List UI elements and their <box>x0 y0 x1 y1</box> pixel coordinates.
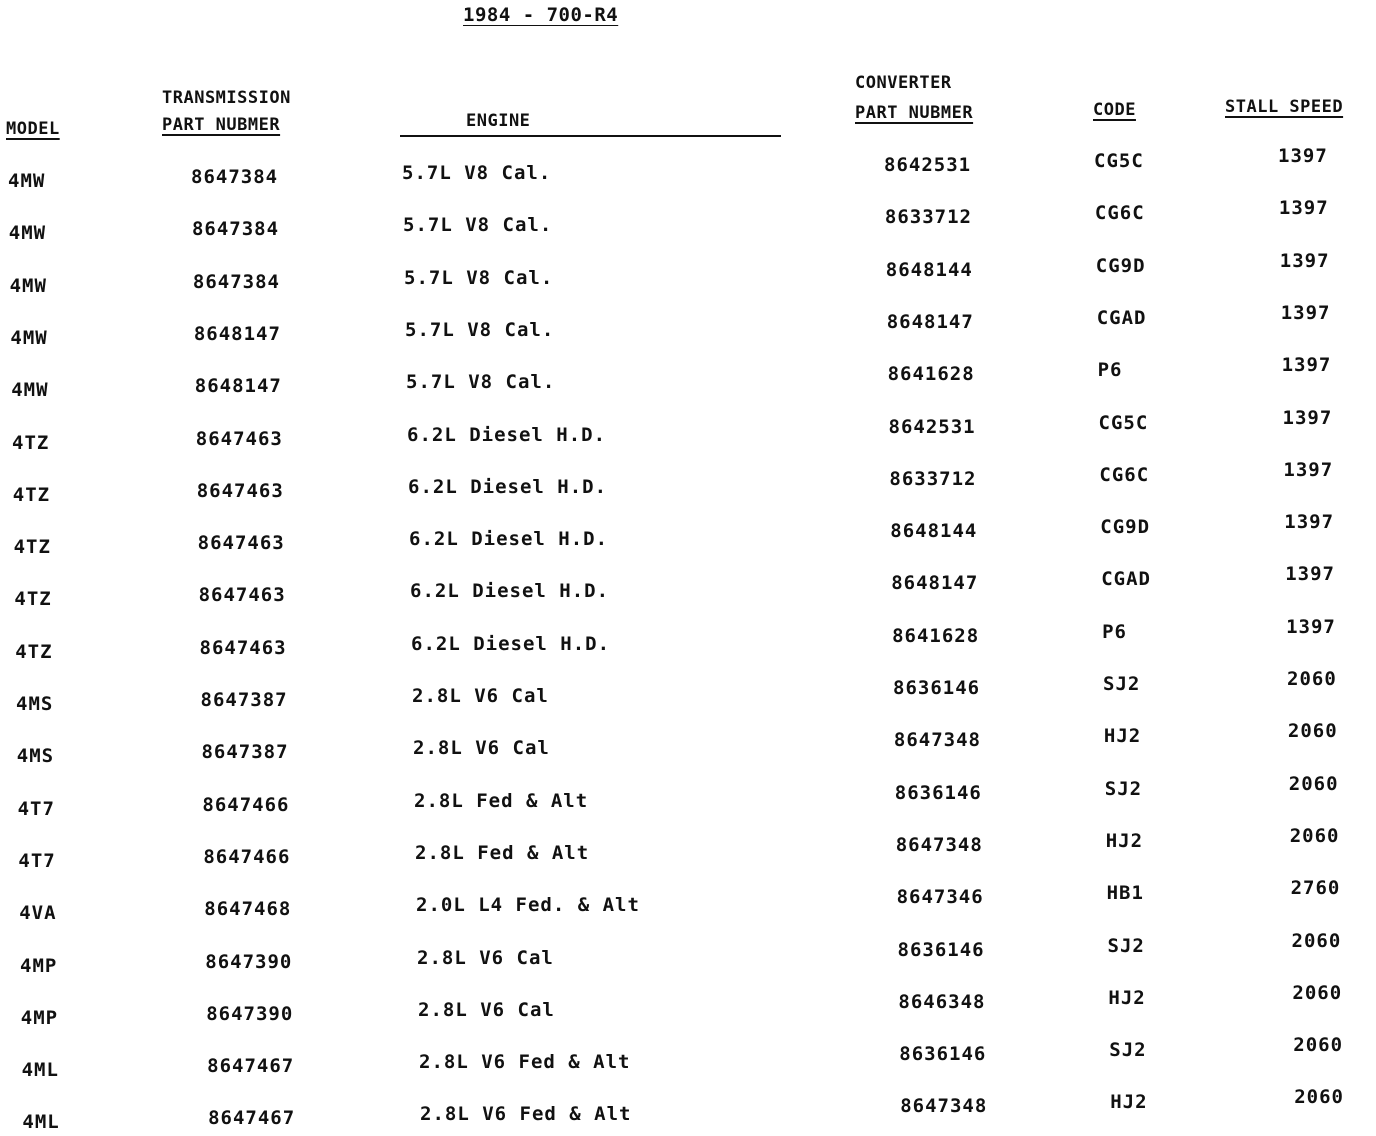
cell-code: HJ2 <box>1103 725 1142 748</box>
header-transmission-line2: PART NUBMER <box>162 115 281 135</box>
cell-transmission-part-number: 8647466 <box>203 845 291 868</box>
cell-engine: 2.8L V6 Cal <box>417 946 554 969</box>
cell-converter-part-number: 8641628 <box>892 624 980 647</box>
cell-code: CGAD <box>1101 568 1151 591</box>
cell-converter-part-number: 8633712 <box>889 467 977 490</box>
header-transmission <box>162 85 291 139</box>
cell-transmission-part-number: 8648147 <box>194 375 282 398</box>
cell-code: SJ2 <box>1109 1039 1147 1062</box>
cell-transmission-part-number: 8647390 <box>206 1002 294 1025</box>
cell-model: 4MW <box>8 222 47 245</box>
cell-converter-part-number: 8641628 <box>887 363 975 386</box>
cell-engine: 6.2L Diesel H.D. <box>407 423 607 446</box>
header-code: CODE <box>1093 100 1136 120</box>
cell-model: 4TZ <box>12 483 51 506</box>
cell-code: CG9D <box>1095 254 1146 277</box>
cell-code: HJ2 <box>1105 829 1144 852</box>
cell-engine: 5.7L V8 Cal. <box>405 318 555 341</box>
cell-engine: 5.7L V8 Cal. <box>404 266 554 289</box>
cell-engine: 2.8L Fed & Alt <box>415 841 590 864</box>
cell-model: 4MW <box>11 379 49 402</box>
cell-transmission-part-number: 8647463 <box>195 427 283 450</box>
cell-code: HJ2 <box>1108 986 1146 1009</box>
cell-transmission-part-number: 8647466 <box>202 793 290 816</box>
cell-engine: 5.7L V8 Cal. <box>406 371 556 394</box>
cell-stall-speed: 1397 <box>1283 458 1334 481</box>
header-engine-label: ENGINE <box>466 111 531 131</box>
cell-transmission-part-number: 8647384 <box>191 218 280 241</box>
cell-engine: 2.8L V6 Cal <box>413 737 550 760</box>
cell-stall-speed: 1397 <box>1278 145 1328 167</box>
cell-transmission-part-number: 8647387 <box>201 741 289 764</box>
cell-model: 4TZ <box>15 640 53 663</box>
cell-stall-speed: 2060 <box>1287 720 1338 743</box>
cell-converter-part-number: 8646348 <box>898 990 986 1013</box>
cell-engine: 6.2L Diesel H.D. <box>409 528 609 551</box>
cell-code: CG9D <box>1100 516 1151 539</box>
cell-code: HJ2 <box>1110 1091 1148 1114</box>
cell-engine: 5.7L V8 Cal. <box>403 214 553 237</box>
cell-model: 4MW <box>9 274 47 297</box>
cell-engine: 6.2L Diesel H.D. <box>411 632 611 655</box>
cell-model: 4MS <box>16 693 54 715</box>
cell-stall-speed: 2060 <box>1288 772 1339 795</box>
header-engine <box>400 108 781 137</box>
cell-code: CG5C <box>1094 150 1144 172</box>
cell-converter-part-number: 8648147 <box>891 572 979 595</box>
cell-stall-speed: 2060 <box>1289 824 1340 847</box>
cell-model: 4TZ <box>12 431 50 454</box>
cell-transmission-part-number: 8647467 <box>207 1055 295 1078</box>
cell-converter-part-number: 8647346 <box>896 886 984 909</box>
cell-code: P6 <box>1097 359 1123 382</box>
cell-model: 4MP <box>20 1006 59 1029</box>
cell-code: CG6C <box>1099 463 1150 486</box>
cell-engine: 6.2L Diesel H.D. <box>410 580 610 603</box>
header-converter-line2: PART NUBMER <box>855 103 974 123</box>
cell-converter-part-number: 8636146 <box>894 781 982 804</box>
cell-stall-speed: 1397 <box>1282 406 1333 429</box>
cell-stall-speed: 1397 <box>1286 615 1336 638</box>
cell-transmission-part-number: 8647463 <box>199 636 287 659</box>
cell-model: 4T7 <box>17 797 55 820</box>
header-converter <box>855 70 973 127</box>
cell-converter-part-number: 8648144 <box>890 520 978 543</box>
cell-transmission-part-number: 8647463 <box>197 532 285 555</box>
cell-engine: 5.7L V8 Cal. <box>402 162 552 184</box>
header-transmission-line1: TRANSMISSION <box>162 88 291 108</box>
cell-engine: 2.8L Fed & Alt <box>414 789 589 812</box>
cell-code: CGAD <box>1096 306 1147 329</box>
cell-transmission-part-number: 8647463 <box>198 584 286 607</box>
header-stall-speed: STALL SPEED <box>1225 97 1344 117</box>
cell-engine: 6.2L Diesel H.D. <box>408 475 608 498</box>
page-title: 1984 - 700-R4 <box>463 4 619 26</box>
cell-code: SJ2 <box>1107 934 1145 957</box>
cell-model: 4T7 <box>18 849 56 872</box>
cell-model: 4VA <box>19 902 57 925</box>
cell-transmission-part-number: 8647387 <box>200 689 288 711</box>
cell-stall-speed: 1397 <box>1280 301 1331 324</box>
cell-code: SJ2 <box>1104 777 1143 800</box>
cell-stall-speed: 1397 <box>1281 354 1332 377</box>
cell-code: HB1 <box>1106 882 1144 905</box>
cell-model: 4ML <box>21 1059 59 1082</box>
cell-transmission-part-number: 8647467 <box>208 1107 296 1130</box>
cell-stall-speed: 1397 <box>1279 249 1330 272</box>
header-model: MODEL <box>6 119 60 139</box>
cell-transmission-part-number: 8647468 <box>204 898 292 921</box>
cell-code: SJ2 <box>1103 673 1141 695</box>
cell-transmission-part-number: 8647390 <box>205 950 293 973</box>
cell-transmission-part-number: 8647384 <box>192 270 280 293</box>
cell-engine: 2.8L V6 Cal <box>418 998 555 1021</box>
cell-transmission-part-number: 8647384 <box>191 166 279 188</box>
cell-converter-part-number: 8642531 <box>888 415 976 438</box>
cell-code: CG6C <box>1094 202 1145 225</box>
cell-stall-speed: 2060 <box>1293 1034 1344 1057</box>
cell-stall-speed: 2060 <box>1292 981 1343 1004</box>
cell-model: 4TZ <box>13 536 51 559</box>
cell-engine: 2.8L V6 Cal <box>412 685 549 707</box>
cell-stall-speed: 1397 <box>1285 563 1335 586</box>
cell-model: 4MW <box>8 170 46 192</box>
cell-code: CG5C <box>1098 411 1149 434</box>
cell-model: 4ML <box>22 1111 60 1134</box>
cell-engine: 2.8L V6 Fed & Alt <box>419 1051 631 1074</box>
cell-transmission-part-number: 8647463 <box>196 479 284 502</box>
cell-converter-part-number: 8648144 <box>885 258 973 281</box>
cell-stall-speed: 2060 <box>1287 668 1337 690</box>
cell-converter-part-number: 8636146 <box>899 1043 987 1066</box>
cell-converter-part-number: 8648147 <box>886 310 974 333</box>
cell-converter-part-number: 8647348 <box>900 1095 988 1118</box>
cell-engine: 2.0L L4 Fed. & Alt <box>416 894 640 917</box>
cell-model: 4TZ <box>14 588 52 611</box>
cell-model: 4MP <box>20 954 58 977</box>
cell-converter-part-number: 8633712 <box>884 206 972 229</box>
cell-stall-speed: 2760 <box>1290 877 1341 900</box>
cell-converter-part-number: 8636146 <box>893 677 981 699</box>
cell-model: 4MS <box>16 745 55 768</box>
cell-stall-speed: 2060 <box>1294 1086 1344 1109</box>
cell-converter-part-number: 8647348 <box>895 833 983 856</box>
cell-model: 4MW <box>10 326 48 349</box>
cell-converter-part-number: 8647348 <box>893 729 981 752</box>
cell-stall-speed: 1397 <box>1284 511 1335 534</box>
cell-stall-speed: 1397 <box>1278 197 1329 220</box>
header-converter-line1: CONVERTER <box>855 73 952 93</box>
cell-engine: 2.8L V6 Fed & Alt <box>420 1103 632 1126</box>
cell-converter-part-number: 8636146 <box>897 938 985 961</box>
cell-converter-part-number: 8642531 <box>884 154 972 176</box>
cell-transmission-part-number: 8648147 <box>193 322 281 345</box>
cell-stall-speed: 2060 <box>1291 929 1342 952</box>
cell-code: P6 <box>1102 620 1127 643</box>
